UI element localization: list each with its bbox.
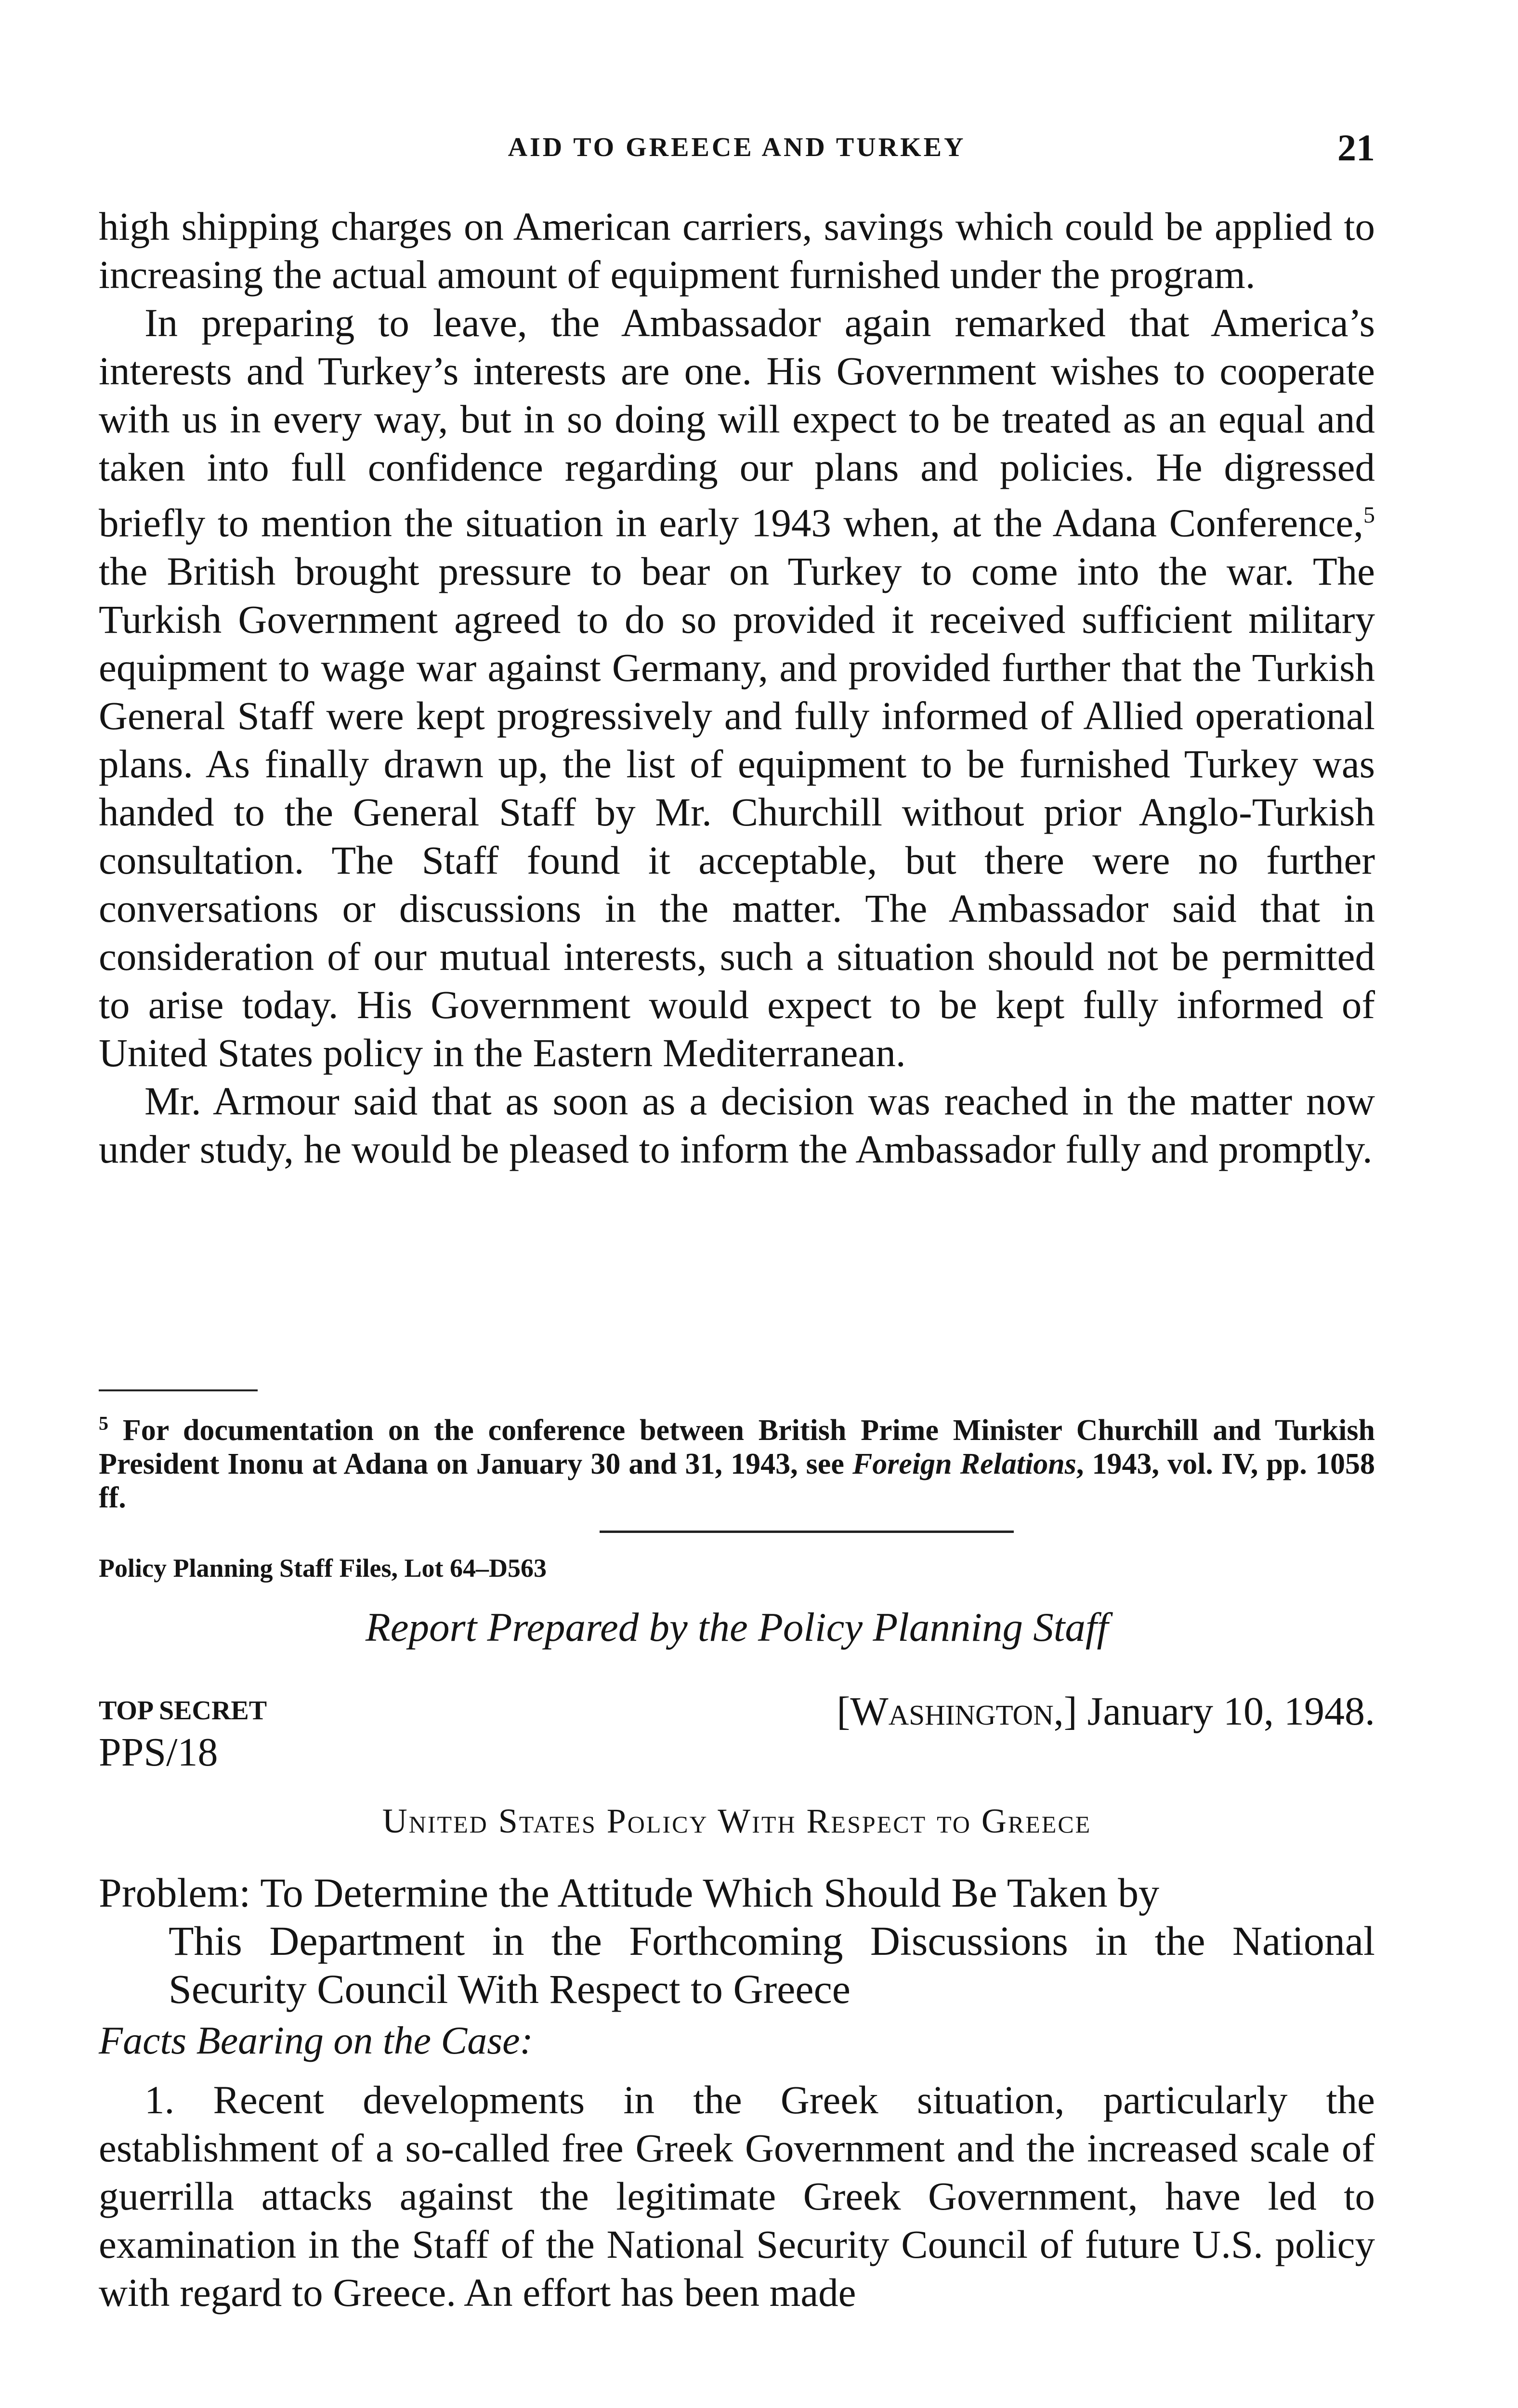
footnote-reference: 5 bbox=[1363, 502, 1375, 528]
classification-label: TOP SECRET bbox=[99, 1696, 267, 1726]
footnote-text-end: , 1943, vol. IV, pp. 1058 ff. bbox=[99, 1448, 1375, 1514]
document-title: Report Prepared by the Policy Planning Staff bbox=[365, 1605, 1109, 1650]
problem-statement bbox=[99, 1869, 1375, 2013]
facts-heading: Facts Bearing on the Case: bbox=[99, 2018, 533, 2062]
footnote-divider bbox=[99, 1389, 258, 1391]
subject-heading: United States Policy With Respect to Greece bbox=[382, 1802, 1092, 1840]
paragraph: high shipping charges on American carriers, savings which could be applied to increasing the actual amount of equipment furnished under the program. bbox=[99, 204, 1375, 297]
body-text bbox=[99, 202, 1375, 1173]
paragraph-text: In preparing to leave, the Ambassador again remarked that America’s interests and Turkey’s interests are one. His Government wishes to cooperate with us in every way, but in so doing will expect to be treated as an equal and taken into full confidence regarding our plans and policies. He digressed briefly to mention the situation in early 1943 when, at the Adana Conference, bbox=[99, 301, 1375, 545]
page-number: 21 bbox=[1337, 127, 1375, 169]
paragraph: 1. Recent developments in the Greek situation, particularly the establishment of a so-called free Greek Government and the increased scale of guerrilla attacks against the legitimate Greek Government, have led to examination in the Staff of the National Security Council of future U.S. policy with regard to Greece. An effort has been made bbox=[99, 2078, 1375, 2315]
problem-line: Problem: To Determine the Attitude Which Should Be Taken by bbox=[99, 1870, 1160, 1916]
facts-body bbox=[99, 2076, 1375, 2316]
bracket-open: [ bbox=[837, 1689, 851, 1734]
place-date bbox=[837, 1688, 1375, 1735]
date: January 10, 1948. bbox=[1077, 1689, 1375, 1734]
place: Washington, bbox=[850, 1689, 1064, 1734]
footnote bbox=[99, 1413, 1375, 1515]
running-title: AID TO GREECE AND TURKEY bbox=[508, 132, 966, 162]
footnote-text: For documentation on the conference between British Prime Minister Churchill and Turkish President Inonu at Adana on January 30 and 31, 1943, see bbox=[99, 1414, 1375, 1480]
footnote-mark: 5 bbox=[99, 1412, 108, 1434]
bracket-close: ] bbox=[1063, 1689, 1077, 1734]
problem-continuation: This Department in the Forthcoming Discussions in the National Security Council With Respect to Greece bbox=[169, 1918, 1375, 2012]
document-number: PPS/18 bbox=[99, 1730, 218, 1775]
file-reference: Policy Planning Staff Files, Lot 64–D563 bbox=[99, 1554, 547, 1583]
paragraph bbox=[99, 299, 1375, 1077]
footnote-italic: Foreign Relations bbox=[852, 1448, 1076, 1480]
book-page bbox=[99, 0, 1375, 2408]
section-divider bbox=[600, 1531, 1014, 1533]
paragraph-text: the British brought pressure to bear on Turkey to come into the war. The Turkish Government agreed to do so provided it received sufficient military equipment to wage war against Germany, and provided further that the Turkish General Staff were kept progressively and fully informed of Allied operational plans. As finally drawn up, the list of equipment to be furnished Turkey was handed to the General Staff by Mr. Churchill without prior Anglo-Turkish consultation. The Staff found it acceptable, but there were no further conversations or discussions in the matter. The Ambassador said that in consideration of our mutual interests, such a situation should not be permitted to arise today. His Government would expect to be kept fully informed of United States policy in the Eastern Mediterranean. bbox=[99, 549, 1375, 1075]
paragraph: Mr. Armour said that as soon as a decision was reached in the matter now under study, he would be pleased to inform the Ambassador fully and promptly. bbox=[99, 1078, 1375, 1171]
running-header bbox=[99, 126, 1375, 170]
